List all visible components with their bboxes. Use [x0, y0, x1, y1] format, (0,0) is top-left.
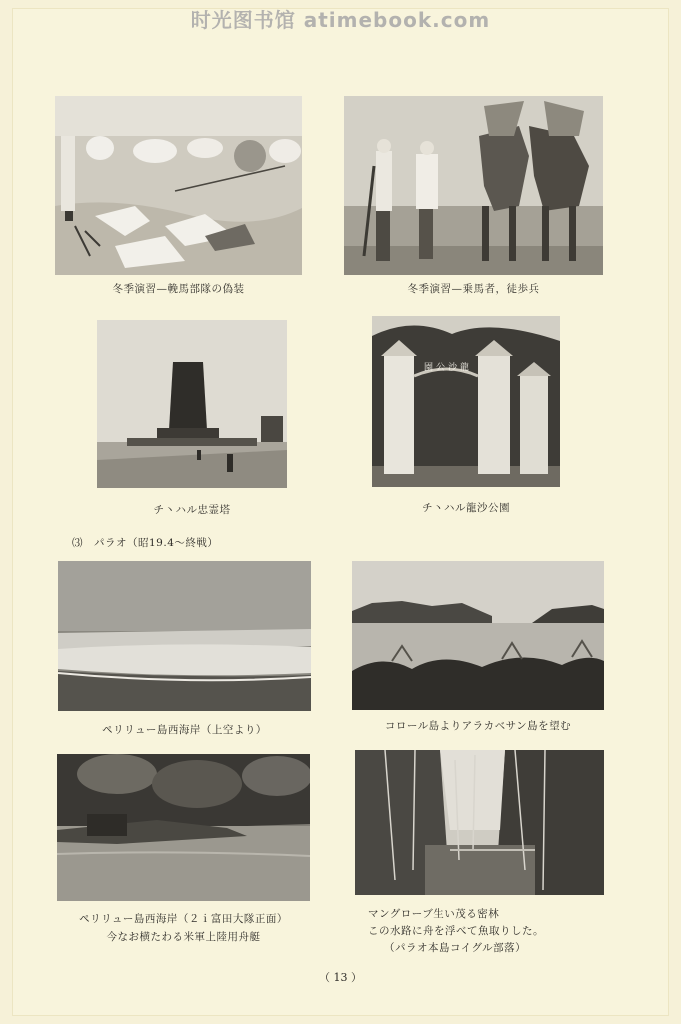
photo-peleliu-landing-craft-caption-line-2: 今なお横たわる米軍上陸用舟艇 — [106, 931, 261, 943]
photo-park-gate-caption: チ丶ハル龍沙公園 — [422, 502, 510, 514]
photo-koror-arakabesan-caption: コロール島よりアラカベサン島を望む — [384, 720, 572, 732]
photo-peleliu-west-coast-aerial-caption: ペリリュー島西海岸（上空より） — [102, 724, 267, 736]
park-gate-sign-text: 園公沙龍 — [424, 363, 473, 373]
photo-park-gate — [372, 316, 560, 487]
page-number: （ 13 ） — [319, 971, 362, 984]
photo-mangrove-caption-line-2: この水路に舟を浮べて魚取りした。 — [368, 925, 544, 937]
photo-memorial-tower-caption: チ丶ハル忠霊塔 — [153, 504, 231, 516]
photo-winter-horse-drawn-caption: 冬季演習—輓馬部隊の偽装 — [112, 283, 245, 295]
photo-winter-riders-infantry — [344, 96, 603, 275]
photo-peleliu-landing-craft — [57, 754, 310, 901]
photo-mangrove-caption-line-3: （パラオ本島コイグル部落） — [384, 942, 527, 954]
photo-winter-riders-infantry-caption: 冬季演習—乗馬者，徒歩兵 — [407, 283, 540, 295]
photo-mangrove-waterway — [355, 750, 604, 895]
photo-memorial-tower — [97, 320, 287, 488]
watermark: 时光图书馆 atimebook.com — [190, 8, 491, 32]
photo-peleliu-landing-craft-caption-line-1: ペリリュー島西海岸（２ｉ富田大隊正面） — [79, 913, 288, 925]
photo-peleliu-west-coast-aerial — [58, 561, 311, 711]
photo-winter-horse-drawn — [55, 96, 302, 275]
section-heading-palau: ⑶ パラオ（昭19.4～終戦） — [72, 537, 219, 549]
photo-koror-arakabesan — [352, 561, 604, 710]
photo-mangrove-caption-line-1: マングローブ生い茂る密林 — [368, 908, 500, 920]
